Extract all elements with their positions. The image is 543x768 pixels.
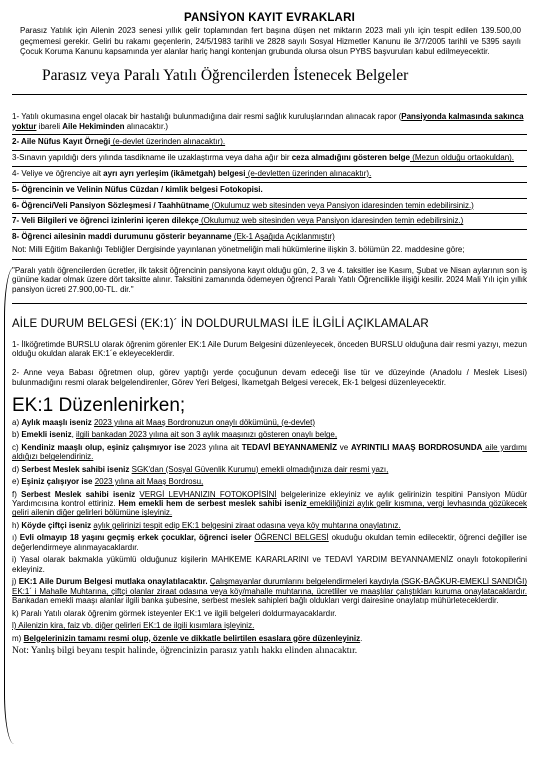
ek1-item-j: j) EK:1 Aile Durum Belgesi mutlaka onaylatılacaktır. Çalışmayanlar durumlarını belgelendirmeleri kaydıyla (SGK-BAĞKUR-EMEKLİ SANDIĞI) EK:1´ i Mahalle Muhtarına, çiftçi olanlar ziraat odasına veya köy/mahalle muhtarına, ücretliler ve maaşlılar çalıştıkları kuruma onaylatacaklardır. Bankadan emekli maaşı alanlar ilgili banka şubesine, serbest meslek sahipleri bağlı oldukları vergi dairesine onaylatıp mühürleteceklerdir. <box>12 577 528 606</box>
family-section-paragraph-2: 2- Anne veya Babası öğretmen olup, görev yaptığı yerde çocuğunun devam edeceği lise tür ve düzeyinde (Anadolu / Meslek Lisesi) bulunmadığını resmi olarak belgelendirenler, Görev Yeri Belgesi, İkametgah Belgesi verecek, Ek-1 belgesi düzenleyecektir. <box>12 368 527 387</box>
ek1-item-d: d) Serbest Meslek sahibi iseniz SGK'dan (Sosyal Güvenlik Kurumu) emekli olmadığınıza dair resmi yazı, <box>12 464 389 474</box>
divider <box>12 182 527 183</box>
document-item-4: 4- Veliye ve öğrenciye ait ayrı ayrı yerleşim (ikâmetgah) belgesi (e-devletten üzerinden alınacaktır). <box>12 168 372 178</box>
family-section-heading: AİLE DURUM BELGESİ (EK:1)´ İN DOLDURULMASI İLE İLGİLİ AÇIKLAMALAR <box>12 317 429 330</box>
ek1-item-c: c) Kendiniz maaşlı olup, eşiniz çalışmıyor ise 2023 yılına ait TEDAVİ BEYANNAMENİZ ve AYRINTILI MAAŞ BORDROSUNDA aile yardımı aldığızı belgelendiriniz. <box>12 442 528 462</box>
document-item-5: 5- Öğrencinin ve Velinin Nüfus Cüzdan / kimlik belgesi Fotokopisi. <box>12 184 263 194</box>
ek1-item-i: i) Yasal olarak bakmakla yükümlü olduğunuz kişilerin MAHKEME KARARLARINI ve TEDAVİ YARDIM BEYANNAMENİZ onaylı fotokopilerini ekleyiniz. <box>12 555 527 574</box>
divider <box>12 134 527 135</box>
divider <box>12 166 527 167</box>
ek1-item-a: a) Aylık maaşlı iseniz 2023 yılına ait Maaş Bordronuzun onaylı dökümünü, (e-devlet) <box>12 417 315 427</box>
ek1-item-l: l) Ailenizin kira, faiz vb. diğer gelirleri EK:1 de ilgili kısımlara işleyiniz. <box>12 621 255 631</box>
ek1-item-k: k) Paralı Yatılı olarak öğrenim görmek isteyenler EK:1 ve ilgili belgeleri doldurmayacaklardır. <box>12 608 337 618</box>
regulation-note: Not: Milli Eğitim Bakanlığı Tebliğler Dergisinde yayınlanan yönetmeliğin mali hükümlerine ilişkin 3. bölümün 22. maddesine göre; <box>12 244 465 254</box>
divider <box>12 259 527 260</box>
family-section-paragraph-1: 1- İlköğretimde BURSLU olarak öğrenim görenler EK:1 Aile Durum Belgesini düzenleyecek, önceden BURSLU olduğuna dair resmi yazıyı, mezun olduğu okuldan alarak EK:1´e ekleyeceklerdir. <box>12 339 527 359</box>
document-item-6: 6- Öğrenci/Veli Pansiyon Sözleşmesi / Taahhütname (Okulumuz web sitesinden veya Pansiyon idaresinden temin edebilirsiniz.) <box>12 200 474 210</box>
document-item-3: 3-Sınavın yapıldığı ders yılında tasdikname ile uzaklaştırma veya daha ağır bir ceza almadığını gösteren belge (Mezun olduğu ortaokuldan). <box>12 153 515 163</box>
ek1-item-i-dotless: ı) Evli olmayıp 18 yaşını geçmiş erkek çocuklar, öğrenci iseler ÖĞRENCİ BELGESİ okuduğu okuldan temin edilecektir, öğrenci değiller ise değerlendirmeye alınmayacaklardır. <box>12 533 527 552</box>
divider <box>12 213 527 214</box>
ek1-item-f: f) Serbest Meslek sahibi iseniz VERGİ LEVHANIZIN FOTOKOPİSİNİ belgelerinize ekleyiniz ve aylık gelirinizin tespitini Pansiyon Müdür Yardımcısına kontrol ettiriniz. Hem emekli hem de serbest meslek sahibi iseniz emekliliğinizi aylık gelir kısmına, vergi levhasında gözükecek geliri ailenin diğer gelirleri bölümüne işleyiniz. <box>12 489 528 518</box>
divider <box>12 198 527 199</box>
document-item-2: 2- Aile Nüfus Kayıt Örneği (e-devlet üzerinden alınacaktır). <box>12 137 226 147</box>
ek1-item-b: b) Emekli iseniz, ilgili bankadan 2023 yılına ait son 3 aylık maaşınızı gösteren onaylı belge, <box>12 430 338 440</box>
required-documents-heading: Parasız veya Paralı Yatılı Öğrencilerden İstenecek Belgeler <box>42 66 409 84</box>
margin-bracket <box>4 267 14 744</box>
ek1-item-h: h) Köyde çiftçi iseniz aylık gelirinizi tespit edip EK:1 belgesini ziraat odasına veya köy muhtarına onaylatınız. <box>12 520 401 530</box>
ek1-item-m: m) Belgelerinizin tamamı resmi olup, özenle ve dikkatle belirtilen esaslara göre düzenleyiniz. <box>12 633 363 643</box>
document-item-8: 8- Öğrenci ailesinin maddi durumunu gösterir beyanname (Ek-1 Aşağıda Açıklanmıştır) <box>12 232 335 242</box>
intro-paragraph: Parasız Yatılık için Ailenin 2023 senesi yıllık gelir toplamından fert başına düşen net miktarın 2023 mali yılı için tespit edilen 139.500,00 geçmemesi gerekir. Geliri bu rakamı geçenlerin, 24/5/1983 tarihli ve 2828 sayılı Sosyal Hizmetler Kanunu ile 3/7/2005 tarihli ve 5395 sayılı Çocuk Koruma Kanunu kapsamında yer alanlar hariç hangi kontenjan grubunda olursa olsun PYBS başvuruları kabul edilmeyecektir. <box>20 26 521 57</box>
document-item-1: 1- Yatılı okumasına engel olacak bir hastalığı bulunmadığına dair resmi sağlık kuruluşlarından alınacak rapor (Pansiyonda kalmasında sakınca yoktur ibareli Aile Hekiminden alınacaktır.) <box>12 111 524 131</box>
ek1-instructions <box>12 418 527 643</box>
fee-quote: "Paralı yatılı öğrencilerden ücretler, ilk taksit öğrencinin pansiyona kayıt olduğu gün, 2, 3 ve 4. taksitler ise Kasım, Şubat ve Nisan aylarının son iş gününe kadar olmak üzere dört taksitte alınır. Taksitini zamanında ödemeyen öğrenci Paralı Yatılı Öğrencilikle ilişiği kesilir. 2024 Mali Yılı için yıllık pansiyon ücreti 27.900,00-TL. dir." <box>12 265 527 294</box>
divider <box>12 94 527 95</box>
divider <box>12 229 527 230</box>
divider <box>12 303 527 304</box>
documents-list <box>12 112 527 295</box>
ek1-item-e: e) Eşiniz çalışıyor ise 2023 yılına ait Maaş Bordrosu, <box>12 477 204 487</box>
divider <box>12 150 527 151</box>
document-item-7: 7- Veli Bilgileri ve öğrenci izinlerini içeren dilekçe (Okulumuz web sitesinden veya Pansiyon idaresinden temin edebilirsiniz.) <box>12 216 464 226</box>
final-note: Not: Yanlış bilgi beyanı tespit halinde, öğrencinizin parasız yatılı hakkı elinden alınacaktır. <box>12 646 358 657</box>
ek1-heading: EK:1 Düzenlenirken; <box>12 394 186 416</box>
document-title: PANSİYON KAYIT EVRAKLARI <box>184 12 355 24</box>
